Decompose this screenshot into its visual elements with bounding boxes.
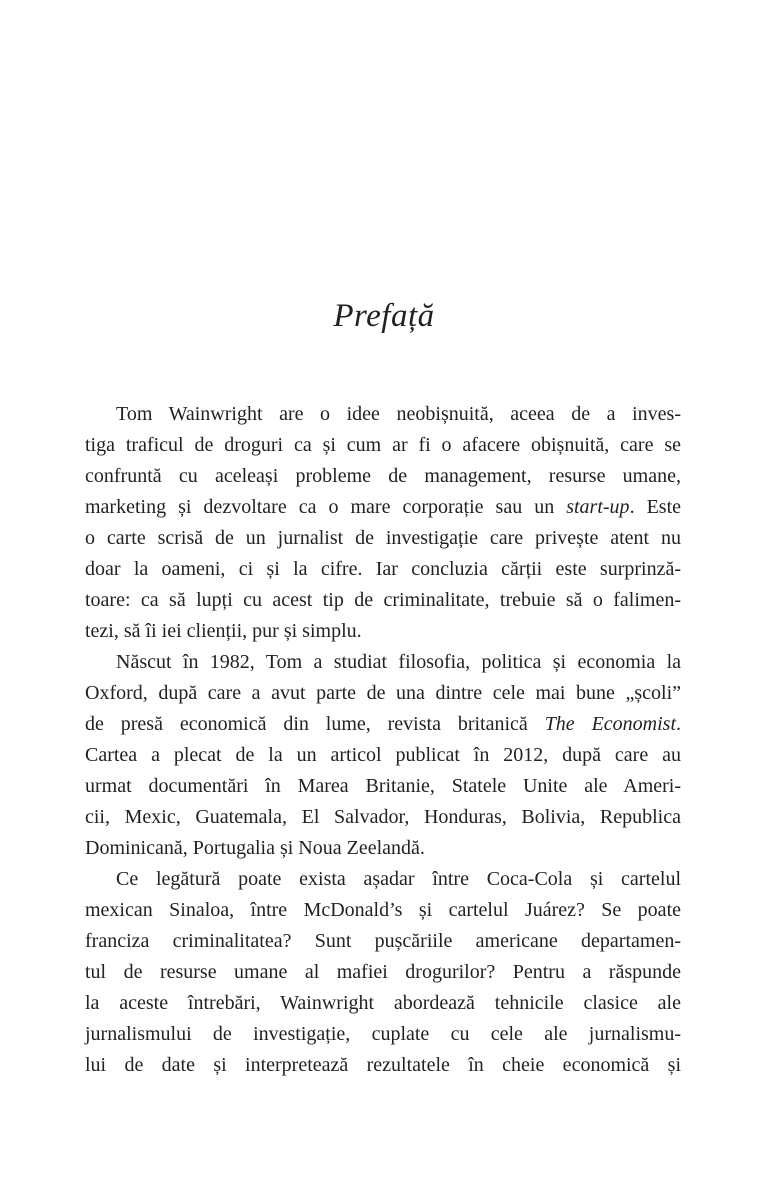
text-segment: franciza criminalitatea? Sunt pușcăriile americane departamen- [85,930,681,952]
text-segment: confruntă cu aceleași probleme de management, resurse umane, [85,465,681,487]
italic-text: The Economist [544,713,677,735]
text-line [85,957,681,988]
text-segment: Născut în 1982, Tom a studiat filosofia, politica și economia la [116,651,681,673]
text-segment: urmat documentări în Marea Britanie, Statele Unite ale Ameri- [85,775,681,797]
text-line [85,833,681,864]
text-segment: tezi, să îi iei clienții, pur și simplu. [85,620,362,642]
italic-text: start-up [566,496,630,518]
text-segment: de presă economică din lume, revista britanică [85,713,545,735]
text-line [85,492,681,523]
text-line [85,709,681,740]
text-line [85,678,681,709]
text-line [85,1050,681,1081]
page-title: Prefață [333,298,435,334]
text-segment: lui de date și interpretează rezultatele în cheie economică și [85,1054,681,1076]
text-segment: . [676,713,682,735]
text-segment: marketing și dezvoltare ca o mare corporație sau un [85,496,567,518]
text-line [85,523,681,554]
text-segment: Ce legătură poate exista așadar între Coca-Cola și cartelul [116,868,681,890]
text-line [85,616,681,647]
text-segment: o carte scrisă de un jurnalist de investigație care privește atent nu [85,527,681,549]
text-line [85,771,681,802]
text-line [85,740,681,771]
text-segment: Oxford, după care a avut parte de una dintre cele mai bune „școli” [85,682,681,704]
text-segment: tiga traficul de droguri ca și cum ar fi o afacere obișnuită, care se [85,434,681,456]
text-line [85,399,681,430]
text-line [85,988,681,1019]
text-segment: tul de resurse umane al mafiei drogurilor? Pentru a răspunde [85,961,681,983]
text-line [85,895,681,926]
text-line [85,647,681,678]
text-line [85,585,681,616]
text-segment: doar la oameni, ci și la cifre. Iar concluzia cărții este surprinză- [85,558,681,580]
text-line [85,430,681,461]
text-segment: cii, Mexic, Guatemala, El Salvador, Honduras, Bolivia, Republica [85,806,681,828]
text-segment: . Este [629,496,682,518]
text-line [85,802,681,833]
text-line [85,554,681,585]
text-line [85,864,681,895]
text-line [85,461,681,492]
body-text [85,399,681,1081]
text-segment: jurnalismului de investigație, cuplate cu cele ale jurnalismu- [85,1023,681,1045]
text-segment: la aceste întrebări, Wainwright abordează tehnicile clasice ale [85,992,681,1014]
text-segment: toare: ca să lupți cu acest tip de criminalitate, trebuie să o falimen- [85,589,681,611]
text-line [85,1019,681,1050]
text-segment: Cartea a plecat de la un articol publicat în 2012, după care au [85,744,681,766]
text-segment: mexican Sinaloa, între McDonald’s și cartelul Juárez? Se poate [85,899,681,921]
text-segment: Dominicană, Portugalia și Noua Zeelandă. [85,837,425,859]
text-line [85,926,681,957]
text-segment: Tom Wainwright are o idee neobișnuită, aceea de a inves- [116,403,681,425]
